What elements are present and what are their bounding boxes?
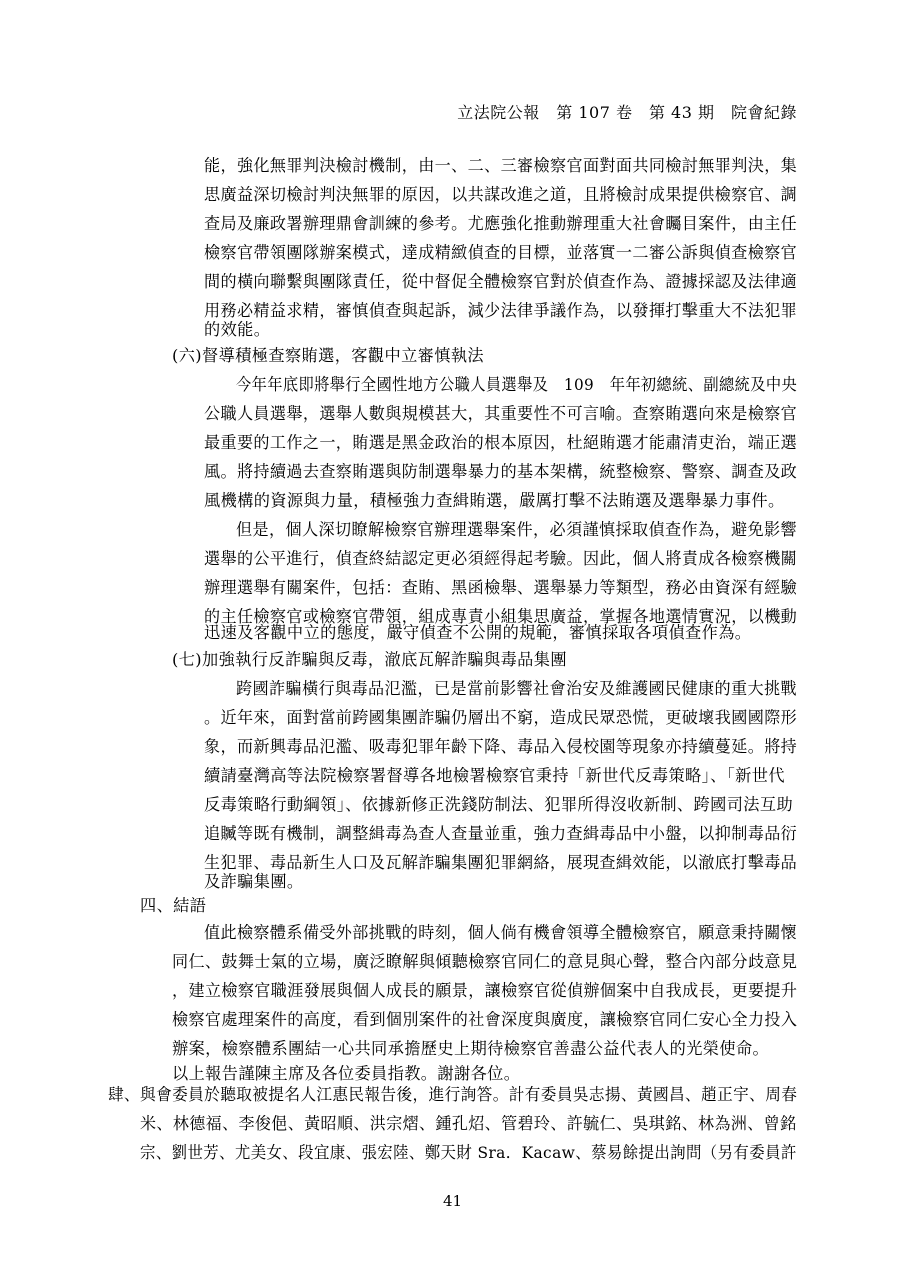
text-line: 以上報告謹陳主席及各位委員指教。謝謝各位。 <box>172 1064 521 1083</box>
text-line: 今年年底即將舉行全國性地方公職人員選舉及 109 年年初總統、副總統及中央 <box>236 375 798 394</box>
text-line: 檢察官帶領團隊辦案模式，達成精緻偵查的目標，並落實一二審公訴與偵查檢察官 <box>204 243 798 262</box>
text-line: 選舉的公平進行，偵查終結認定更必須經得起考驗。因此，個人將責成各檢察機關 <box>204 549 798 568</box>
text-line: 檢察官處理案件的高度，看到個別案件的社會深度與廣度，讓檢察官同仁安心全力投入 <box>172 1010 798 1029</box>
text-line: 風機構的資源與力量，積極強力查緝賄選，嚴厲打擊不法賄選及選舉暴力事件。 <box>204 491 785 510</box>
text-line: 間的橫向聯繫與團隊責任，從中督促全體檢察官對於偵查作為、證據採認及法律適 <box>204 272 798 291</box>
text-line: 最重要的工作之一，賄選是黑金政治的根本原因，杜絕賄選才能肅清吏治，端正選 <box>204 433 798 452</box>
text-line: 公職人員選舉，選舉人數與規模甚大，其重要性不可言喻。查察賄選向來是檢察官 <box>204 404 798 423</box>
chapter-heading: 四、結語 <box>140 896 207 915</box>
text-line: 生犯罪、毒品新生人口及瓦解詐騙集團犯罪網絡，展現查緝效能，以澈底打擊毒品 <box>204 853 798 872</box>
text-line: 的效能。 <box>204 320 271 339</box>
text-line: 象，而新興毒品氾濫、吸毒犯罪年齡下降、毒品入侵校園等現象亦持續蔓延。將持 <box>204 737 798 756</box>
text-line: 思廣益深切檢討判決無罪的原因，以共謀改進之道，且將檢討成果提供檢察官、調 <box>204 185 798 204</box>
page-header: 立法院公報 第 107 卷 第 43 期 院會紀錄 <box>457 103 797 122</box>
section-heading: (六)督導積極查察賄選，客觀中立審慎執法 <box>172 346 485 365</box>
text-line: ，建立檢察官職涯發展與個人成長的願景，讓檢察官從偵辦個案中自我成長，更要提升 <box>172 981 798 1000</box>
text-line: 追贓等既有機制，調整緝毒為查人查量並重，強力查緝毒品中小盤，以抑制毒品衍 <box>204 824 798 843</box>
text-line: 但是，個人深切瞭解檢察官辦理選舉案件，必須謹慎採取偵查作為，避免影響 <box>236 520 797 539</box>
text-line: 風。將持續過去查察賄選與防制選舉暴力的基本架構，統整檢察、警察、調查及政 <box>204 462 798 481</box>
text-line: 肆、與會委員於聽取被提名人江惠民報告後，進行詢答。計有委員吳志揚、黃國昌、趙正宇、周春 <box>108 1085 798 1104</box>
page-number: 41 <box>442 1192 463 1210</box>
text-line: 值此檢察體系備受外部挑戰的時刻，個人倘有機會領導全體檢察官，願意秉持關懷 <box>204 923 798 942</box>
text-line: 跨國詐騙橫行與毒品氾濫，已是當前影響社會治安及維護國民健康的重大挑戰 <box>236 679 797 698</box>
text-line: 辦理選舉有關案件，包括：查賄、黑函檢舉、選舉暴力等類型，務必由資深有經驗 <box>204 578 798 597</box>
text-line: 辦案，檢察體系團結一心共同承擔歷史上期待檢察官善盡公益代表人的光榮使命。 <box>172 1039 770 1058</box>
text-line: 用務必精益求精，審慎偵查與起訴，減少法律爭議作為，以發揮打擊重大不法犯罪 <box>204 301 798 320</box>
text-line: 續請臺灣高等法院檢察署督導各地檢署檢察官秉持「新世代反毒策略」、「新世代 <box>204 766 785 785</box>
text-line: 同仁、鼓舞士氣的立場，廣泛瞭解與傾聽檢察官同仁的意見與心聲，整合內部分歧意見 <box>172 952 798 971</box>
section-heading: (七)加強執行反詐騙與反毒，澈底瓦解詐騙與毒品集團 <box>172 650 567 669</box>
text-line: 宗、劉世芳、尤美女、段宜康、張宏陸、鄭天財 Sra．Kacaw、蔡易餘提出詢問（另有委員許 <box>140 1143 797 1162</box>
text-line: 反毒策略行動綱領」、依據新修正洗錢防制法、犯罪所得沒收新制、跨國司法互助 <box>204 795 794 814</box>
text-line: 迅速及客觀中立的態度，嚴守偵查不公開的規範，審慎採取各項偵查作為。 <box>204 623 752 642</box>
text-line: 。近年來，面對當前跨國集團詐騙仍層出不窮，造成民眾恐慌，更破壞我國國際形 <box>204 708 798 727</box>
text-line: 米、林德福、李俊俋、黃昭順、洪宗熠、鍾孔炤、管碧玲、許毓仁、吳琪銘、林為洲、曾銘 <box>140 1114 797 1133</box>
text-line: 的主任檢察官或檢察官帶領，組成專責小組集思廣益，掌握各地選情實況，以機動 <box>204 607 798 626</box>
text-line: 及詐騙集團。 <box>204 872 304 891</box>
text-line: 查局及廉政署辦理鼎會訓練的參考。尤應強化推動辦理重大社會矚目案件，由主任 <box>204 214 798 233</box>
text-line: 能，強化無罪判決檢討機制，由一、二、三審檢察官面對面共同檢討無罪判決，集 <box>204 156 798 175</box>
